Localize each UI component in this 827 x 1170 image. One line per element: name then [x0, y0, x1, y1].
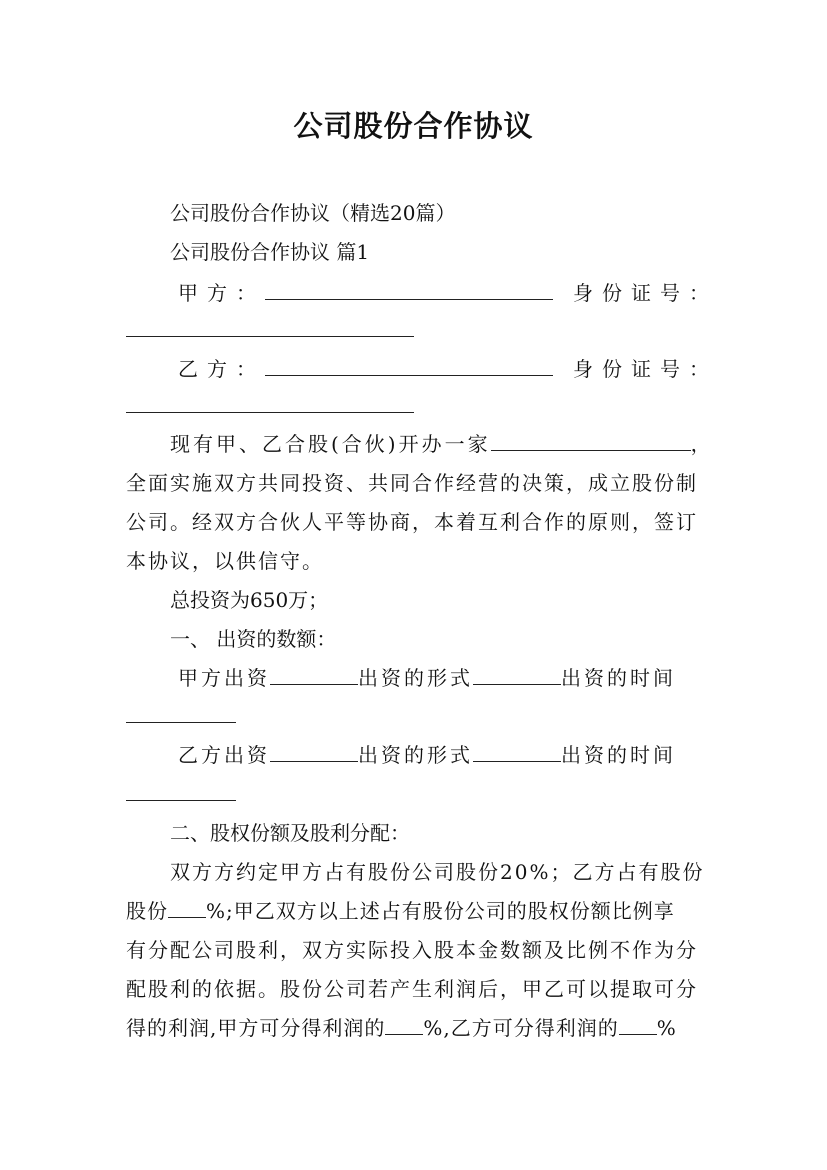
subtitle-part-1: 公司股份合作协议 篇1	[170, 240, 370, 264]
party-a-amount-blank	[270, 664, 358, 685]
section-1-heading: 一、 出资的数额：	[170, 627, 337, 651]
share-text-5a: 得的利润,甲方可分得利润的	[126, 1016, 386, 1040]
share-line-4: 配股利的依据。股份公司若产生利润后，甲乙可以提取可分	[126, 977, 698, 1001]
party-b-id-row	[126, 392, 706, 420]
share-line-2	[126, 897, 706, 925]
party-b-amount-blank	[270, 741, 358, 762]
party-a-time-label: 出资的时间	[561, 666, 676, 690]
section-2-heading: 二、股权份额及股利分配：	[170, 821, 410, 845]
share-text-5c: %	[656, 1016, 677, 1040]
party-a-time-blank	[126, 702, 236, 723]
intro-line-1	[170, 430, 714, 458]
party-a-profit-blank	[385, 1014, 423, 1035]
share-line-3: 有分配公司股利，双方实际投入股本金数额及比例不作为分	[126, 938, 698, 962]
party-b-time-label: 出资的时间	[561, 743, 676, 767]
intro-text-1b: ，	[690, 432, 714, 456]
share-line-5	[126, 1014, 706, 1042]
party-b-label: 乙方：	[178, 357, 265, 381]
party-b-form-blank	[473, 741, 561, 762]
party-a-form-blank	[473, 664, 561, 685]
party-a-id-blank	[126, 316, 414, 337]
party-b-id-label: 身份证号：	[573, 357, 718, 381]
party-a-form-label: 出资的形式	[358, 666, 473, 690]
party-a-id-row	[126, 316, 706, 344]
document-title: 公司股份合作协议	[293, 109, 534, 143]
party-a-invest-row	[178, 664, 758, 692]
intro-text-1a: 现有甲、乙合股(合伙)开办一家	[170, 432, 491, 456]
subtitle-collection: 公司股份合作协议（精选20篇）	[170, 201, 456, 225]
party-a-id-label: 身份证号：	[573, 281, 718, 305]
company-name-blank	[491, 430, 691, 451]
party-b-invest-label: 乙方出资	[178, 743, 270, 767]
share-text-2b: %;甲乙双方以上述占有股份公司的股权份额比例享	[206, 899, 675, 923]
party-b-blank	[265, 355, 553, 376]
intro-line-3: 公司。经双方合伙人平等协商，本着互利合作的原则，签订	[126, 510, 698, 534]
party-a-label: 甲方：	[178, 281, 265, 305]
party-b-time-blank	[126, 780, 236, 801]
share-text-5b: %,乙方可分得利润的	[423, 1016, 619, 1040]
party-b-time-row	[126, 780, 706, 808]
party-a-time-row	[126, 702, 706, 730]
party-a-blank	[265, 279, 553, 300]
party-b-profit-blank	[619, 1014, 657, 1035]
party-b-row	[178, 355, 758, 383]
party-b-form-label: 出资的形式	[358, 743, 473, 767]
party-b-share-blank	[168, 897, 206, 918]
party-a-invest-label: 甲方出资	[178, 666, 270, 690]
share-line-1: 双方方约定甲方占有股份公司股份20%；乙方占有股份	[170, 860, 705, 884]
share-text-2a: 股份	[126, 899, 168, 923]
total-investment: 总投资为650万；	[170, 588, 329, 612]
party-b-invest-row	[178, 741, 758, 769]
intro-line-2: 全面实施双方共同投资、共同合作经营的决策，成立股份制	[126, 471, 698, 495]
party-a-row	[178, 279, 758, 307]
intro-line-4: 本协议，以供信守。	[126, 549, 324, 573]
party-b-id-blank	[126, 392, 414, 413]
